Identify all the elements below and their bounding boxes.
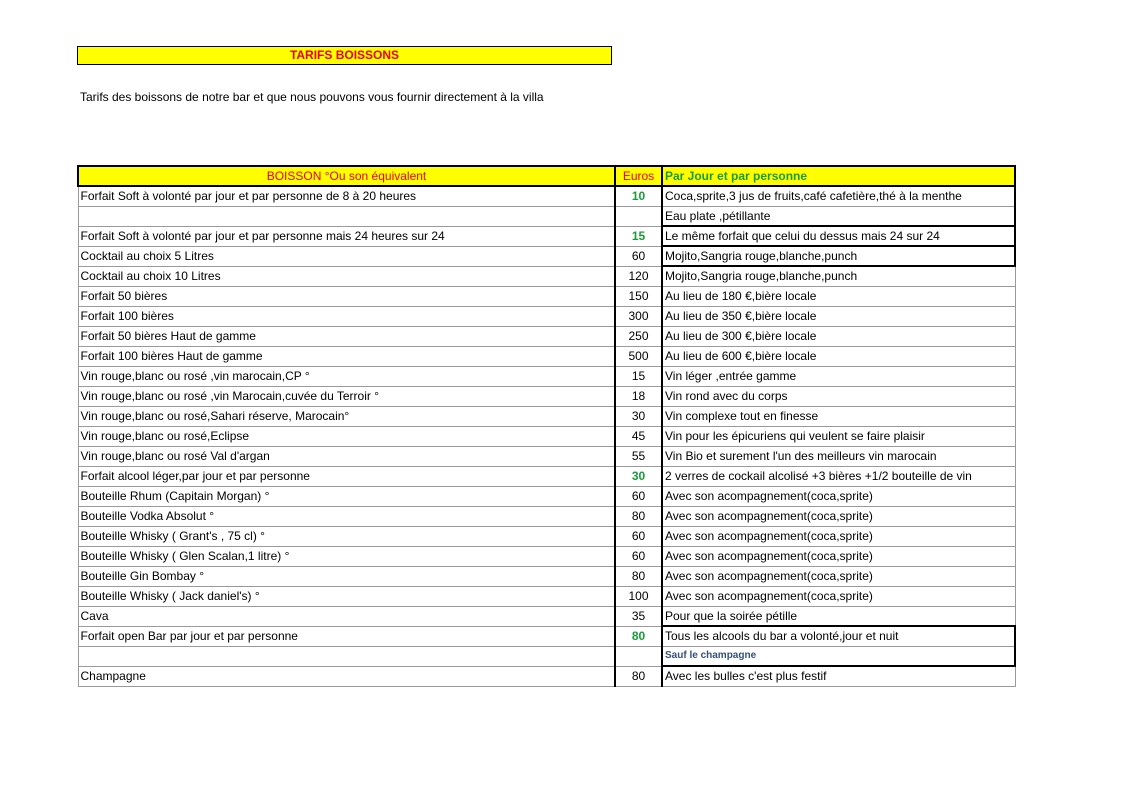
- table-row: [78, 486, 1015, 506]
- price-cell: 45: [615, 426, 662, 446]
- table-row: [78, 386, 1015, 406]
- table-row: [78, 446, 1015, 466]
- price-cell: 15: [615, 366, 662, 386]
- table-row: [78, 646, 1015, 666]
- price-cell: 80: [615, 566, 662, 586]
- description-cell: Avec son acompagnement(coca,sprite): [662, 546, 1015, 566]
- boisson-cell: Cava: [78, 606, 615, 626]
- description-cell: Avec son acompagnement(coca,sprite): [662, 566, 1015, 586]
- boisson-cell: Bouteille Vodka Absolut °: [78, 506, 615, 526]
- description-cell: Coca,sprite,3 jus de fruits,café cafetière,thé à la menthe: [662, 186, 1015, 206]
- boisson-cell: Vin rouge,blanc ou rosé ,vin marocain,CP °: [78, 366, 615, 386]
- intro-text: Tarifs des boissons de notre bar et que nous pouvons vous fournir directement à la villa: [80, 90, 544, 104]
- description-cell: Avec son acompagnement(coca,sprite): [662, 506, 1015, 526]
- description-cell: Mojito,Sangria rouge,blanche,punch: [662, 246, 1015, 266]
- description-cell: Au lieu de 180 €,bière locale: [662, 286, 1015, 306]
- boisson-cell: Bouteille Rhum (Capitain Morgan) °: [78, 486, 615, 506]
- column-header-euros: Euros: [615, 166, 662, 186]
- table-row: [78, 346, 1015, 366]
- table-row: [78, 466, 1015, 486]
- price-cell: 60: [615, 526, 662, 546]
- boisson-cell: [78, 206, 615, 226]
- description-cell: Pour que la soirée pétille: [662, 606, 1015, 626]
- boisson-cell: Bouteille Whisky ( Grant's , 75 cl) °: [78, 526, 615, 546]
- table-header-row: [78, 166, 1015, 186]
- price-cell: 150: [615, 286, 662, 306]
- description-cell: Avec les bulles c'est plus festif: [662, 666, 1015, 686]
- table-row: [78, 506, 1015, 526]
- price-cell: 30: [615, 406, 662, 426]
- price-cell: 120: [615, 266, 662, 286]
- table-row: [78, 226, 1015, 246]
- table-row: [78, 326, 1015, 346]
- boisson-cell: Forfait Soft à volonté par jour et par personne mais 24 heures sur 24: [78, 226, 615, 246]
- price-cell: 35: [615, 606, 662, 626]
- description-cell: Au lieu de 600 €,bière locale: [662, 346, 1015, 366]
- column-header-par-jour: Par Jour et par personne: [662, 166, 1015, 186]
- table-row: [78, 366, 1015, 386]
- table-row: [78, 586, 1015, 606]
- boisson-cell: Vin rouge,blanc ou rosé Val d'argan: [78, 446, 615, 466]
- boisson-cell: Forfait alcool léger,par jour et par personne: [78, 466, 615, 486]
- boisson-cell: Vin rouge,blanc ou rosé,Sahari réserve, Marocain°: [78, 406, 615, 426]
- price-cell: [615, 206, 662, 226]
- price-cell: 80: [615, 666, 662, 686]
- description-cell: Au lieu de 350 €,bière locale: [662, 306, 1015, 326]
- boisson-cell: Vin rouge,blanc ou rosé ,vin Marocain,cuvée du Terroir °: [78, 386, 615, 406]
- description-cell: Vin rond avec du corps: [662, 386, 1015, 406]
- description-cell: Mojito,Sangria rouge,blanche,punch: [662, 266, 1015, 286]
- boisson-cell: Forfait 50 bières Haut de gamme: [78, 326, 615, 346]
- table-row: [78, 426, 1015, 446]
- price-cell: [615, 646, 662, 666]
- boisson-cell: Champagne: [78, 666, 615, 686]
- boisson-cell: Forfait Soft à volonté par jour et par personne de 8 à 20 heures: [78, 186, 615, 206]
- price-cell: 100: [615, 586, 662, 606]
- table-row: [78, 526, 1015, 546]
- price-cell: 18: [615, 386, 662, 406]
- description-cell: Vin léger ,entrée gamme: [662, 366, 1015, 386]
- column-header-boisson: BOISSON °Ou son équivalent: [78, 166, 615, 186]
- description-cell: Au lieu de 300 €,bière locale: [662, 326, 1015, 346]
- description-cell: Avec son acompagnement(coca,sprite): [662, 486, 1015, 506]
- price-cell: 60: [615, 246, 662, 266]
- table-row: [78, 566, 1015, 586]
- price-cell: 80: [615, 506, 662, 526]
- boisson-cell: Cocktail au choix 5 Litres: [78, 246, 615, 266]
- page-title: TARIFS BOISSONS: [77, 46, 612, 65]
- table-row: [78, 406, 1015, 426]
- description-cell: Avec son acompagnement(coca,sprite): [662, 526, 1015, 546]
- description-cell: Le même forfait que celui du dessus mais 24 sur 24: [662, 226, 1015, 246]
- price-cell: 55: [615, 446, 662, 466]
- price-cell: 300: [615, 306, 662, 326]
- boisson-cell: Forfait 50 bières: [78, 286, 615, 306]
- description-cell: Avec son acompagnement(coca,sprite): [662, 586, 1015, 606]
- boisson-cell: Vin rouge,blanc ou rosé,Eclipse: [78, 426, 615, 446]
- price-cell: 60: [615, 546, 662, 566]
- description-cell: 2 verres de cockail alcolisé +3 bières +1/2 bouteille de vin: [662, 466, 1015, 486]
- table-row: [78, 286, 1015, 306]
- table-row: [78, 606, 1015, 626]
- table-row: [78, 626, 1015, 646]
- boisson-cell: Bouteille Whisky ( Jack daniel's) °: [78, 586, 615, 606]
- table-row: [78, 246, 1015, 266]
- description-cell: Vin complexe tout en finesse: [662, 406, 1015, 426]
- boisson-cell: [78, 646, 615, 666]
- table-row: [78, 206, 1015, 226]
- boisson-cell: Forfait 100 bières: [78, 306, 615, 326]
- price-cell: 10: [615, 186, 662, 206]
- description-cell: Eau plate ,pétillante: [662, 206, 1015, 226]
- price-cell: 80: [615, 626, 662, 646]
- price-cell: 15: [615, 226, 662, 246]
- boisson-cell: Cocktail au choix 10 Litres: [78, 266, 615, 286]
- price-cell: 30: [615, 466, 662, 486]
- price-cell: 500: [615, 346, 662, 366]
- boisson-cell: Bouteille Gin Bombay °: [78, 566, 615, 586]
- description-cell: Tous les alcools du bar a volonté,jour et nuit: [662, 626, 1015, 646]
- price-cell: 60: [615, 486, 662, 506]
- boisson-cell: Bouteille Whisky ( Glen Scalan,1 litre) °: [78, 546, 615, 566]
- boisson-cell: Forfait open Bar par jour et par personne: [78, 626, 615, 646]
- price-table: [77, 165, 1016, 687]
- table-row: [78, 306, 1015, 326]
- table-row: [78, 666, 1015, 686]
- price-cell: 250: [615, 326, 662, 346]
- table-row: [78, 266, 1015, 286]
- boisson-cell: Forfait 100 bières Haut de gamme: [78, 346, 615, 366]
- description-cell: Vin pour les épicuriens qui veulent se faire plaisir: [662, 426, 1015, 446]
- table-row: [78, 546, 1015, 566]
- description-cell: Vin Bio et surement l'un des meilleurs vin marocain: [662, 446, 1015, 466]
- description-cell: Sauf le champagne: [662, 646, 1015, 666]
- table-row: [78, 186, 1015, 206]
